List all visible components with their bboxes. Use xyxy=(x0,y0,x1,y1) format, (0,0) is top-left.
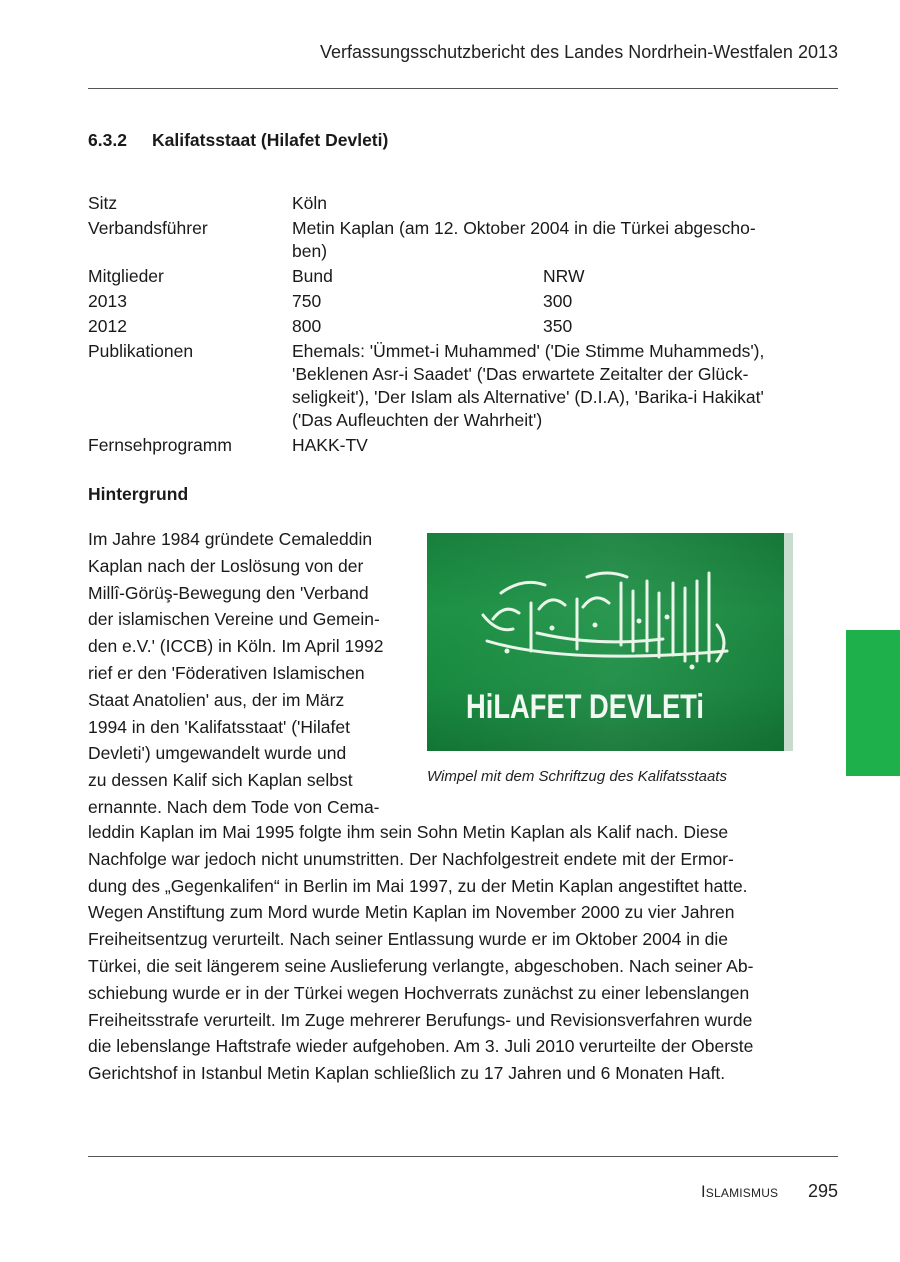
members-bund-value: 750 xyxy=(292,291,322,311)
facts-label: Verbandsführer xyxy=(88,218,208,238)
members-nrw-value: 350 xyxy=(543,316,573,336)
text-line: Wegen Anstiftung zum Mord wurde Metin Kaplan im November 2000 zu vier Jahren xyxy=(88,902,735,923)
facts-label: Sitz xyxy=(88,193,118,213)
year-label: 2013 xyxy=(88,291,127,311)
facts-label: Fernsehprogramm xyxy=(88,435,232,455)
facts-row-members xyxy=(88,263,808,288)
text-line: dung des „Gegenkalifen“ in Berlin im Mai 1997, zu der Metin Kaplan angestiftet hatte. xyxy=(88,875,748,896)
chapter-tab-marker xyxy=(846,630,900,776)
facts-value: HAKK-TV xyxy=(292,435,368,455)
text-line: die lebenslange Haftstrafe wieder aufgehoben. Am 3. Juli 2010 verurteilte der Oberste xyxy=(88,1036,754,1057)
section-heading xyxy=(88,130,388,151)
text-line: ernannte. Nach dem Tode von Cema- xyxy=(88,796,380,817)
text-line: Im Jahre 1984 gründete Cemaleddin xyxy=(88,529,373,549)
header-rule xyxy=(88,88,838,89)
members-col-nrw: NRW xyxy=(543,266,585,286)
members-nrw-value: 300 xyxy=(543,291,573,311)
section-number: 6.3.2 xyxy=(88,130,127,150)
text-line: den e.V.' (ICCB) in Köln. Im April 1992 xyxy=(88,636,384,657)
facts-table xyxy=(88,190,808,457)
year-label: 2012 xyxy=(88,316,127,336)
figure-caption: Wimpel mit dem Schriftzug des Kalifatsstaats xyxy=(427,768,727,785)
flag-graphic xyxy=(427,533,793,751)
footer-rule xyxy=(88,1156,838,1157)
intro-paragraph xyxy=(88,526,418,821)
text-line: Kaplan nach der Loslösung von der xyxy=(88,555,364,576)
text-line: leddin Kaplan im Mai 1995 folgte ihm sein Sohn Metin Kaplan als Kalif nach. Diese xyxy=(88,822,729,842)
members-col-bund: Bund xyxy=(292,266,333,286)
facts-value: Köln xyxy=(292,193,328,213)
text-line: Türkei, die seit längerem seine Auslieferung verlangte, abgeschoben. Nach seiner Ab- xyxy=(88,955,754,976)
text-line: Gerichtshof in Istanbul Metin Kaplan schließlich zu 17 Jahren und 6 Monaten Haft. xyxy=(88,1063,726,1084)
text-line: Freiheitsstrafe verurteilt. Im Zuge mehrerer Berufungs- und Revisionsverfahren wurde xyxy=(88,1009,753,1030)
background-heading: Hintergrund xyxy=(88,484,189,504)
text-line: rief er den 'Föderativen Islamischen xyxy=(88,662,365,683)
facts-value: Ehemals: 'Ümmet-i Muhammed' ('Die Stimme Muhammeds'), 'Beklenen Asr-i Saadet' ('Das erwartete Zeitalter der Glück- seligkeit'), 'Der Islam als Alternative' (D.I.A), 'Barika-i Hakikat' ('Das Aufleuchten der Wahrheit') xyxy=(292,341,765,430)
text-line: Freiheitsentzug verurteilt. Nach seiner Entlassung wurde er im Oktober 2004 in die xyxy=(88,929,729,950)
footer-section-label: Islamismus xyxy=(701,1183,779,1201)
text-line: der islamischen Vereine und Gemein- xyxy=(88,609,380,630)
text-line: schiebung wurde er in der Türkei wegen Hochverrats zunächst zu einer lebenslangen xyxy=(88,982,750,1003)
text-line: 1994 in den 'Kalifatsstaat' ('Hilafet xyxy=(88,716,350,737)
facts-value: Metin Kaplan (am 12. Oktober 2004 in die Türkei abgescho- ben) xyxy=(292,218,756,261)
facts-row-publications xyxy=(88,338,808,432)
text-line: zu dessen Kalif sich Kaplan selbst xyxy=(88,770,353,791)
running-header: Verfassungsschutzbericht des Landes Nordrhein-Westfalen 2013 xyxy=(320,42,838,62)
facts-label: Mitglieder xyxy=(88,266,164,286)
page-number: 295 xyxy=(807,1181,838,1201)
section-title: Kalifatsstaat (Hilafet Devleti) xyxy=(152,130,389,150)
text-line: Nachfolge war jedoch nicht unumstritten. Der Nachfolgestreit endete mit der Ermor- xyxy=(88,848,734,869)
continued-paragraph xyxy=(88,819,808,1087)
flag-lettering: HiLAFET DEVLETi xyxy=(466,688,704,726)
flag-image xyxy=(427,533,793,751)
text-line: Staat Anatolien' aus, der im März xyxy=(88,689,345,710)
facts-row-year xyxy=(88,313,808,338)
facts-row-year xyxy=(88,288,808,313)
facts-row-sitz xyxy=(88,190,808,215)
text-line: Devleti') umgewandelt wurde und xyxy=(88,743,347,764)
facts-label: Publikationen xyxy=(88,341,194,361)
text-line: Millî-Görüş-Bewegung den 'Verband xyxy=(88,582,369,603)
facts-row-tv xyxy=(88,432,808,457)
members-bund-value: 800 xyxy=(292,316,322,336)
facts-row-leader xyxy=(88,215,808,263)
